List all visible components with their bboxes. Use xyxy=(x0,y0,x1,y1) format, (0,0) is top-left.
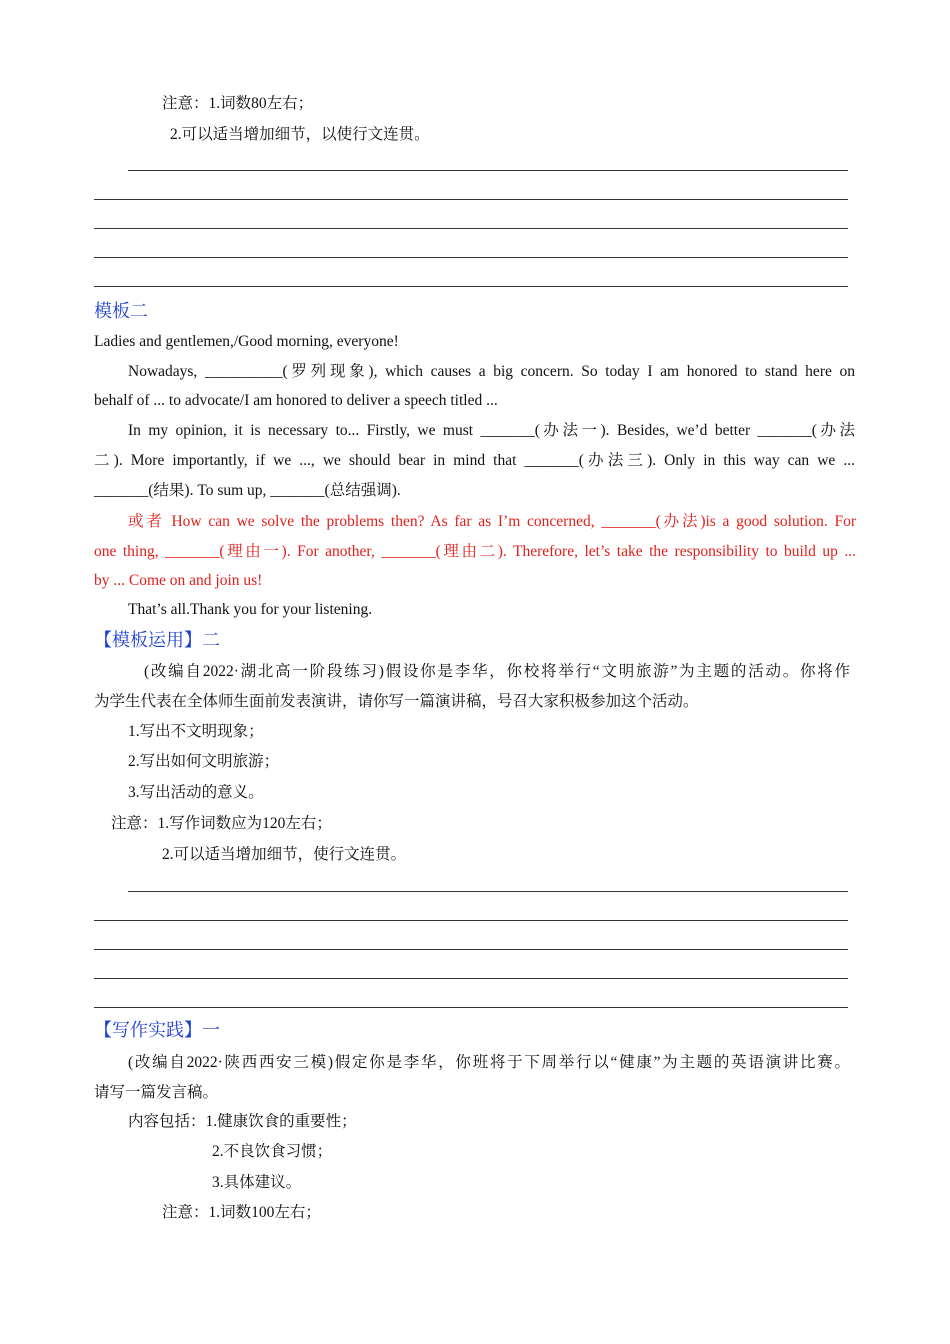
writing-line xyxy=(128,891,848,892)
practice-one-title: 【写作实践】一 xyxy=(94,1020,220,1040)
para2-line1: In my opinion, it is necessary to... Firstly, we must _______(办法一). Besides, we’d better _______(办法 xyxy=(128,422,855,439)
practice-item2: 2.不良饮食习惯； xyxy=(212,1143,333,1160)
greeting: Ladies and gentlemen,/Good morning, everyone! xyxy=(94,333,399,350)
application-note2: 2.可以适当增加细节，使行文连贯。 xyxy=(162,846,407,863)
writing-line xyxy=(94,978,848,979)
para1-line1: Nowadays, __________(罗列现象), which causes a big concern. So today I am honored to stand here on xyxy=(128,363,855,380)
practice-content-label: 内容包括：1.健康饮食的重要性； xyxy=(128,1113,357,1130)
application-prompt-line1: (改编自2022·湖北高一阶段练习)假设你是李华，你校将举行“文明旅游”为主题的活动。你将作 xyxy=(144,663,850,680)
alt-line1: 或者 How can we solve the problems then? As far as I’m concerned, _______(办法)is a good solution. For xyxy=(128,513,856,530)
practice-note1: 注意：1.词数100左右； xyxy=(162,1204,321,1221)
writing-line xyxy=(128,170,848,171)
closing: That’s all.Thank you for your listening. xyxy=(128,601,373,618)
note-details: 2.可以适当增加细节，以使行文连贯。 xyxy=(170,126,430,143)
alt-line3: by ... Come on and join us! xyxy=(94,572,263,589)
application-two-title: 【模板运用】二 xyxy=(94,630,220,650)
application-prompt-line2: 为学生代表在全体师生面前发表演讲，请你写一篇演讲稿，号召大家积极参加这个活动。 xyxy=(94,693,699,710)
writing-line xyxy=(94,949,848,950)
writing-line xyxy=(94,1007,848,1008)
practice-prompt-line2: 请写一篇发言稿。 xyxy=(94,1084,219,1101)
para1-line2: behalf of ... to advocate/I am honored to deliver a speech titled ... xyxy=(94,392,498,409)
writing-line xyxy=(94,920,848,921)
alt-line2: one thing, _______(理由一). For another, _______(理由二). Therefore, let’s take the responsibility to build up ... xyxy=(94,543,856,560)
practice-item3: 3.具体建议。 xyxy=(212,1174,302,1191)
application-item1: 1.写出不文明现象； xyxy=(128,723,264,740)
practice-prompt-line1: (改编自2022·陕西西安三模)假定你是李华，你班将于下周举行以“健康”为主题的英语演讲比赛。 xyxy=(128,1054,850,1071)
note-word-count: 注意：1.词数80左右； xyxy=(162,95,314,112)
writing-line xyxy=(94,199,848,200)
para2-line2: 二). More importantly, if we ..., we should bear in mind that _______(办法三). Only in this way can we ... xyxy=(94,452,855,469)
application-item2: 2.写出如何文明旅游； xyxy=(128,753,280,770)
writing-line xyxy=(94,286,848,287)
writing-line xyxy=(94,257,848,258)
para2-line3: _______(结果). To sum up, _______(总结强调). xyxy=(94,482,401,499)
template-two-title: 模板二 xyxy=(94,301,148,321)
application-note1: 注意：1.写作词数应为120左右； xyxy=(111,815,332,832)
writing-line xyxy=(94,228,848,229)
application-item3: 3.写出活动的意义。 xyxy=(128,784,264,801)
